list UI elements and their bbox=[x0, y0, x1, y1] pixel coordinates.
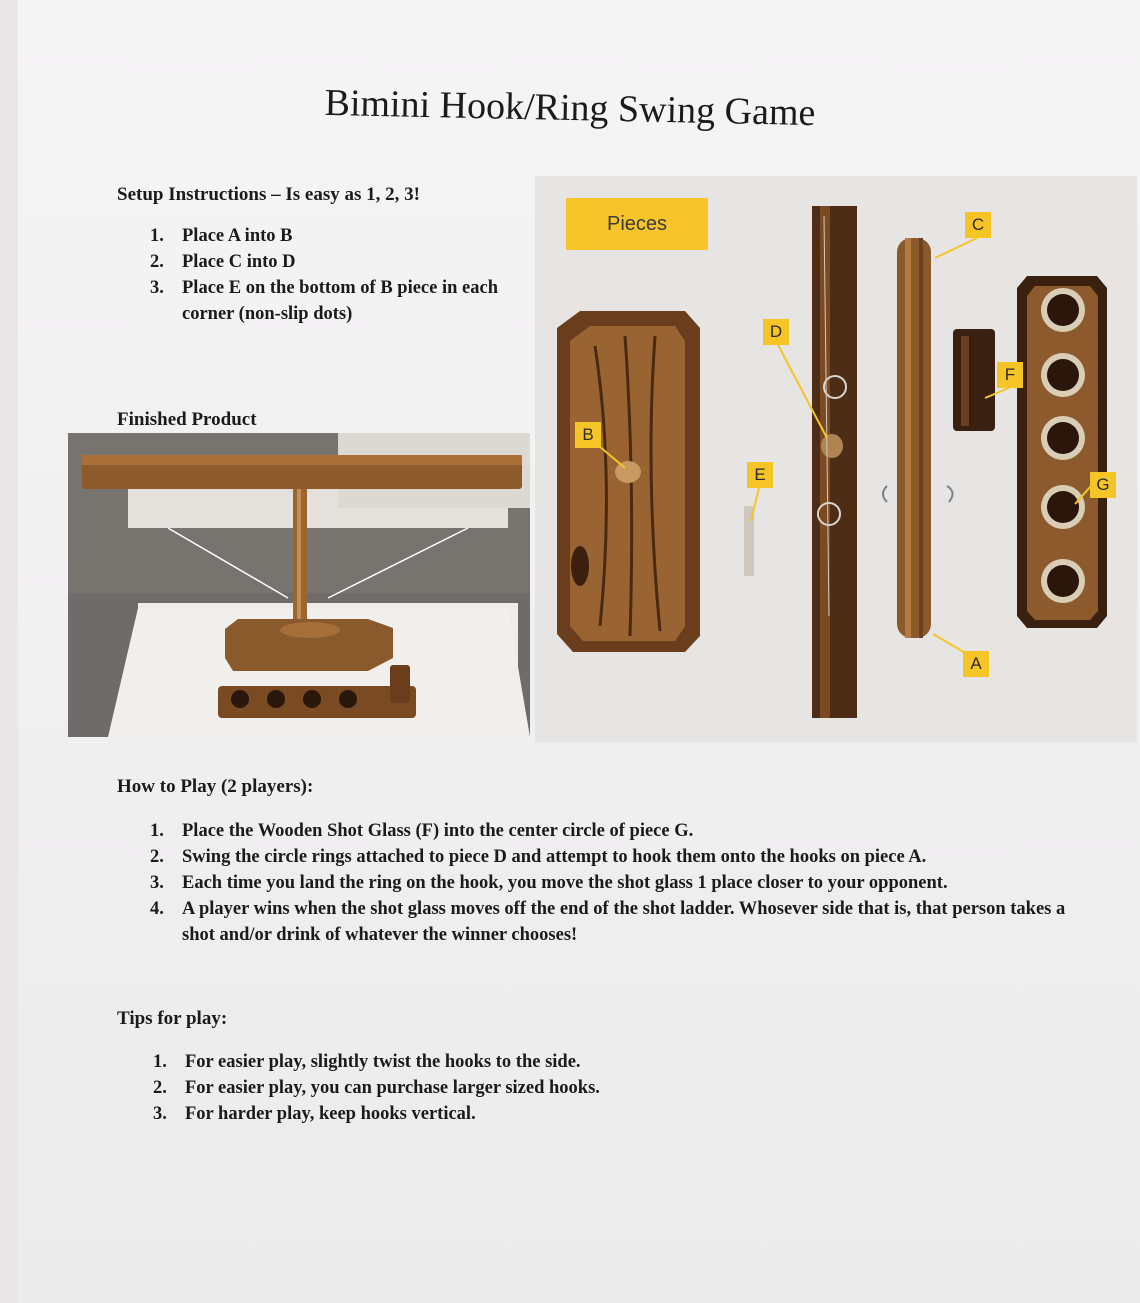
how-to-play-heading: How to Play (2 players): bbox=[117, 776, 314, 797]
tips-heading: Tips for play: bbox=[117, 1008, 228, 1029]
list-item: 2. Place C into D bbox=[150, 252, 296, 272]
pieces-illustration bbox=[535, 176, 1137, 742]
pieces-photo bbox=[535, 176, 1137, 742]
pieces-banner: Pieces bbox=[566, 198, 708, 250]
setup-steps-list bbox=[150, 223, 510, 327]
finished-product-photo bbox=[68, 433, 530, 737]
list-item: 3. Place E on the bottom of B piece in each corner (non-slip dots) bbox=[150, 278, 498, 324]
list-item: 3. For harder play, keep hooks vertical. bbox=[153, 1104, 476, 1124]
label-f: F bbox=[997, 362, 1023, 388]
list-item: 2. Swing the circle rings attached to piece D and attempt to hook them onto the hooks on piece A. bbox=[150, 847, 927, 867]
page-title: Bimini Hook/Ring Swing Game bbox=[324, 81, 816, 135]
setup-heading: Setup Instructions – Is easy as 1, 2, 3! bbox=[117, 184, 420, 205]
list-item: 4. A player wins when the shot glass moves off the end of the shot ladder. Whosever side that is, that person takes a shot and/or drink of whatever the winner chooses! bbox=[150, 899, 1066, 945]
label-c: C bbox=[965, 212, 991, 238]
list-item: 3. Each time you land the ring on the hook, you move the shot glass 1 place closer to your opponent. bbox=[150, 873, 948, 893]
list-item: 1. Place the Wooden Shot Glass (F) into the center circle of piece G. bbox=[150, 821, 694, 841]
label-g: G bbox=[1090, 472, 1116, 498]
label-b: B bbox=[575, 422, 601, 448]
list-item: 2. For easier play, you can purchase larger sized hooks. bbox=[153, 1078, 600, 1098]
list-item: 1. For easier play, slightly twist the hooks to the side. bbox=[153, 1052, 581, 1072]
how-to-play-list bbox=[150, 818, 1090, 948]
finished-product-illustration bbox=[68, 433, 530, 737]
finished-product-heading: Finished Product bbox=[117, 409, 257, 430]
list-item: 1. Place A into B bbox=[150, 226, 293, 246]
label-e: E bbox=[747, 462, 773, 488]
label-a: A bbox=[963, 651, 989, 677]
tips-list bbox=[153, 1049, 853, 1127]
label-d: D bbox=[763, 319, 789, 345]
